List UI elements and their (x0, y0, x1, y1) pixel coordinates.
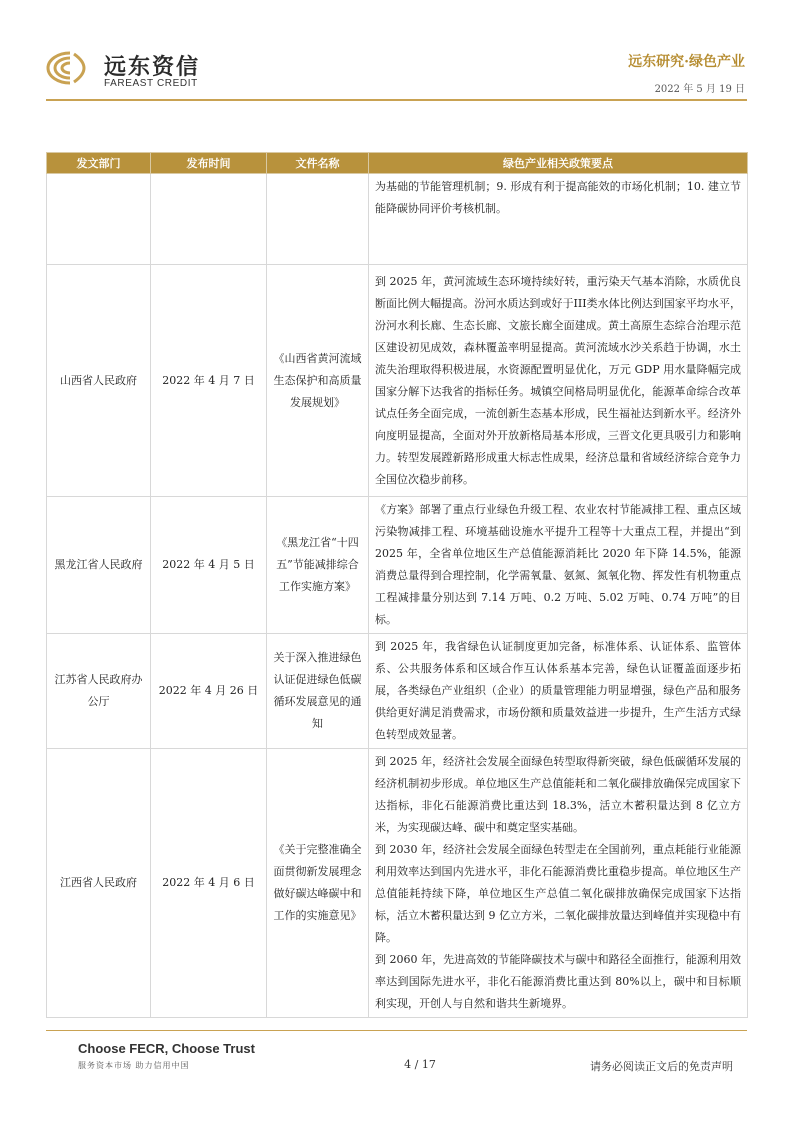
department-cell: 江苏省人民政府办公厅 (47, 634, 151, 749)
department-cell: 江西省人民政府 (47, 749, 151, 1018)
table-row (47, 174, 748, 265)
footer-slogan-english: Choose FECR, Choose Trust (78, 1041, 255, 1056)
policy-table (46, 152, 748, 1018)
document-title-cell: 《山西省黄河流域生态保护和高质量发展规划》 (267, 265, 369, 497)
department-cell: 黑龙江省人民政府 (47, 497, 151, 634)
policy-points-cell (369, 749, 748, 1018)
table-row (47, 265, 748, 497)
policy-paragraph: 到 2025 年，我省绿色认证制度更加完备，标准体系、认证体系、监管体系、公共服务体系和区域合作互认体系基本完善，绿色认证覆盖面逐步拓展，各类绿色产业组织（企业）的质量管理能力明显增强，绿色产品和服务供给更好满足消费需求，市场份额和质量效益进一步提升，生产生活方式绿色转型成效显著。 (375, 640, 741, 741)
policy-paragraph: 到 2025 年，黄河流域生态环境持续好转，重污染天气基本消除，水质优良断面比例大幅提高。汾河水质达到或好于III类水体比例达到国家平均水平，汾河水利长廊、生态长廊、文旅长廊全面建成。黄土高原生态综合治理示范区建设初见成效，森林覆盖率明显提高。黄河流域水沙关系趋于协调，水土流失治理取得积极进展，水资源配置明显优化，万元 GDP 用水量降幅完成国家分解下达我省的指标任务。城镇空间格局明显优化，能源革命综合改革试点任务全面完成，一流创新生态基本形成，民生福祉达到新水平。经济外向度明显提高，全面对外开放新格局基本形成，三晋文化更具吸引力和影响力。转型发展蹚新路形成重大标志性成果，经济总量和省域经济综合竞争力全国位次稳步前移。 (375, 274, 741, 486)
policy-points-cell (369, 634, 748, 749)
page-number: 4 / 17 (404, 1058, 436, 1071)
document-title-cell: 关于深入推进绿色认证促进绿色低碳循环发展意见的通知 (267, 634, 369, 749)
department-cell (47, 174, 151, 265)
column-header-department: 发文部门 (47, 153, 151, 174)
policy-paragraph: 到 2060 年，先进高效的节能降碳技术与碳中和路径全面推行，能源利用效率达到国际先进水平，非化石能源消费比重达到 80%以上，碳中和目标顺利实现，开创人与自然和谐共生新境界。 (375, 953, 741, 1010)
document-title-cell: 《黑龙江省“十四五”节能减排综合工作实施方案》 (267, 497, 369, 634)
date-cell: 2022 年 4 月 26 日 (151, 634, 267, 749)
page-header (0, 0, 793, 100)
section-title: 远东研究·绿色产业 (628, 54, 745, 70)
footer-slogan-chinese: 服务资本市场 助力信用中国 (78, 1061, 190, 1070)
footer-divider (46, 1030, 747, 1031)
document-title-cell (267, 174, 369, 265)
date-cell: 2022 年 4 月 6 日 (151, 749, 267, 1018)
department-cell: 山西省人民政府 (47, 265, 151, 497)
date-cell: 2022 年 4 月 7 日 (151, 265, 267, 497)
table-row (47, 634, 748, 749)
table-row (47, 749, 748, 1018)
policy-paragraph: 《方案》部署了重点行业绿色升级工程、农业农村节能减排工程、重点区域污染物减排工程、环境基础设施水平提升工程等十大重点工程，并提出“到 2025 年，全省单位地区生产总值能源消耗比 2020 年下降 14.5%，能源消费总量得到合理控制，化学需氧量、氨氮、氮氧化物、挥发性有机物重点工程减排量分别达到 7.14 万吨、0.2 万吨、5.02 万吨、0.74 万吨”的目标。 (375, 503, 741, 626)
column-header-date: 发布时间 (151, 153, 267, 174)
policy-points-cell (369, 497, 748, 634)
policy-paragraph: 到 2025 年，经济社会发展全面绿色转型取得新突破，绿色低碳循环发展的经济机制初步形成。单位地区生产总值能耗和二氧化碳排放确保完成国家下达指标，非化石能源消费比重达到 18.3%，活立木蓄积量达到 8 亿立方米，为实现碳达峰、碳中和奠定坚实基础。 (375, 755, 741, 834)
column-header-document: 文件名称 (267, 153, 369, 174)
policy-points-cell (369, 265, 748, 497)
policy-paragraph: 到 2030 年，经济社会发展全面绿色转型走在全国前列，重点耗能行业能源利用效率达到国内先进水平，非化石能源消费比重稳步提高。单位地区生产总值能耗持续下降，单位地区生产总值二氧化碳排放确保完成国家下达指标，活立木蓄积量达到 9 亿立方米，二氧化碳排放量达到峰值并实现稳中有降。 (375, 843, 741, 944)
fareast-logo-icon (46, 48, 98, 88)
table-header-row (47, 153, 748, 174)
table-row (47, 497, 748, 634)
date-cell: 2022 年 4 月 5 日 (151, 497, 267, 634)
header-divider (46, 99, 747, 101)
disclaimer-note: 请务必阅读正文后的免责声明 (590, 1060, 733, 1073)
report-date: 2022 年 5 月 19 日 (654, 84, 745, 95)
date-cell (151, 174, 267, 265)
column-header-policy-points: 绿色产业相关政策要点 (369, 153, 748, 174)
policy-points-cell (369, 174, 748, 265)
document-title-cell: 《关于完整准确全面贯彻新发展理念做好碳达峰碳中和工作的实施意见》 (267, 749, 369, 1018)
policy-paragraph: 为基础的节能管理机制；9. 形成有利于提高能效的市场化机制；10. 建立节能降碳协同评价考核机制。 (375, 180, 741, 215)
logo-english-name: FAREAST CREDIT (104, 78, 198, 89)
logo-chinese-name: 远东资信 (104, 55, 201, 80)
